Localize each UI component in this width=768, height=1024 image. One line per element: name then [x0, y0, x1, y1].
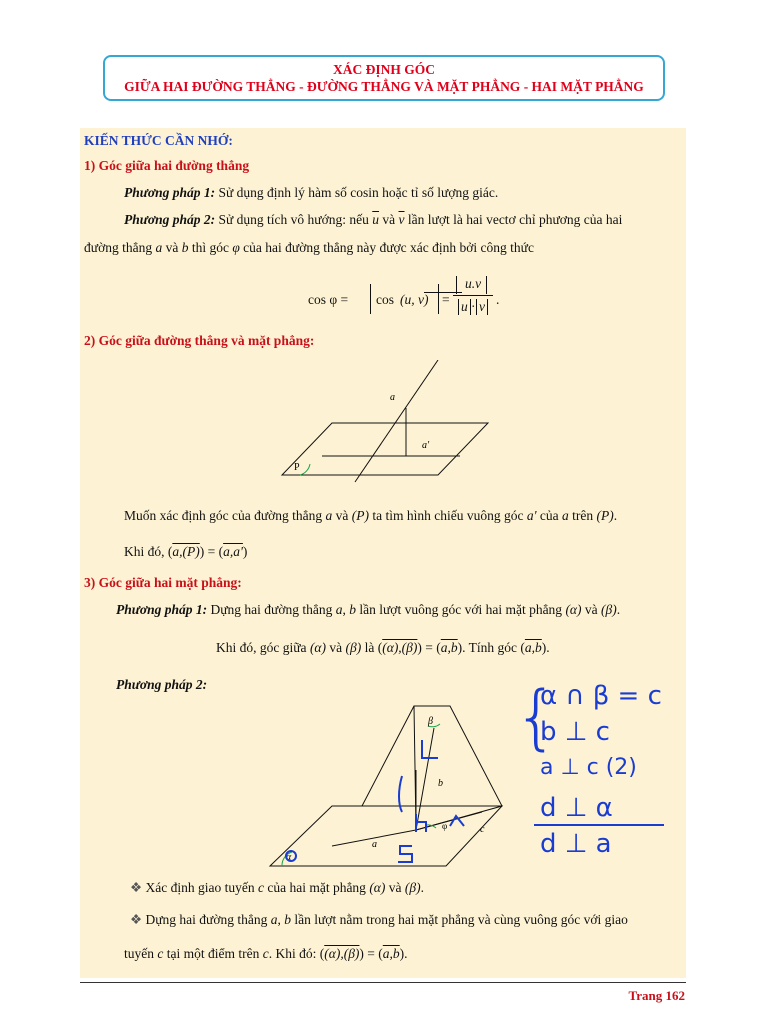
bullet-2-dot: .: [404, 946, 408, 961]
bullet-2-text-b: lần lượt nằm trong hai mặt phẳng và cùng vuông góc với giao: [291, 912, 628, 927]
bullet-1: [130, 880, 424, 896]
s2-text-e: trên: [568, 508, 597, 523]
section-heading: KIẾN THỨC CẦN NHỚ:: [84, 133, 233, 148]
s2-text-c: ta tìm hình chiếu vuông góc: [369, 508, 527, 523]
bullet-1-dot: .: [420, 880, 424, 895]
fig-label-alpha: α: [286, 852, 292, 863]
s3-and: và: [581, 602, 602, 617]
s3-alpha: (α): [565, 602, 582, 617]
formula-uv: (u, v): [400, 292, 429, 307]
vector-v: $\overline{v}$: [398, 212, 405, 227]
s3-eq: =: [421, 640, 437, 655]
line-b: [416, 728, 434, 830]
fig-label-b: b: [438, 778, 443, 789]
bullet-2-c: c: [157, 946, 164, 961]
title-line-2: GIỮA HAI ĐƯỜNG THẲNG - ĐƯỜNG THẲNG VÀ MẶT PHẲNG - HAI MẶT PHẲNG: [124, 79, 644, 94]
s3-method-2-label: Phương pháp 2:: [116, 677, 208, 692]
plane-P: [282, 423, 488, 475]
s2-text-d: của: [536, 508, 563, 523]
s2-eq-rhs: a,a': [223, 544, 243, 559]
label-a: a: [390, 392, 395, 403]
method-1-line: [124, 185, 498, 201]
var-phi: φ: [232, 240, 240, 255]
s3-then-c: . Tính góc: [462, 640, 521, 655]
fig-label-c: c: [480, 824, 485, 835]
s3-beta: (β): [601, 602, 617, 617]
s2-var-a-prime: a': [526, 508, 537, 523]
method-2-line: [124, 212, 622, 228]
section-2-then: Khi đó, (a,(P)) = (a,a'): [124, 544, 248, 559]
line2-b: và: [162, 240, 182, 255]
s2-then: Khi đó,: [124, 544, 168, 559]
hand-d-mark: [399, 776, 402, 812]
section-1-title: 1) Góc giữa hai đường thẳng: [84, 158, 250, 173]
line2-c: thì góc: [188, 240, 233, 255]
bullet-1-text-a: Xác định giao tuyến: [145, 880, 258, 895]
line2-d: của hai đường thẳng này được xác định bởi công thức: [239, 240, 534, 255]
section-2-text: [124, 508, 617, 524]
s3-method-1-label: Phương pháp 1:: [116, 602, 208, 617]
s3-end-dot: .: [546, 640, 550, 655]
fig-label-a: a: [372, 839, 377, 850]
s3-angle-planes: (α),(β): [382, 640, 418, 655]
bullet-2: [130, 912, 628, 928]
method-2-label: Phương pháp 2:: [124, 212, 216, 227]
numerator-text: u.v: [464, 276, 482, 291]
s3-comma: ,: [342, 602, 350, 617]
section-3-title: 3) Góc giữa hai mặt phẳng:: [84, 575, 242, 590]
bullet-2-eq: =: [363, 946, 379, 961]
method-2-line-2: [84, 240, 534, 256]
formula-lhs: cos φ =: [308, 292, 349, 307]
bullet-2-angle-planes: (α),(β): [324, 946, 360, 961]
s2-text-f: .: [613, 508, 618, 523]
bullet-2-c-2: c: [262, 946, 269, 961]
s2-var-P: (P): [351, 508, 370, 523]
s2-var-a-2: a: [562, 508, 569, 523]
s3-dot: .: [616, 602, 621, 617]
hand-s-mark: [398, 846, 412, 862]
fig-label-beta: β: [428, 716, 433, 727]
s3-then-beta: (β): [345, 640, 362, 655]
method-1-label: Phương pháp 1:: [124, 185, 216, 200]
s3-then-a: Khi đó, góc giữa: [216, 640, 310, 655]
bullet-2-text-e: . Khi đó:: [268, 946, 320, 961]
bullet-2-icon: ❖: [130, 912, 146, 927]
bullet-1-beta: (β): [404, 880, 421, 895]
fraction-bar: [453, 295, 493, 296]
vector-u: $\overline{u}$: [372, 212, 380, 227]
hand-brace: {: [514, 676, 559, 758]
bullet-1-icon: ❖: [130, 880, 146, 895]
label-a-prime: a': [422, 440, 430, 451]
formula-cos: cos: [376, 292, 394, 307]
method-2-text-a: Sử dụng tích vô hướng: nếu: [215, 212, 373, 227]
s3-angle-ab-2: a,b: [524, 640, 542, 655]
bullet-1-text-b: của hai mặt phẳng: [263, 880, 370, 895]
hand-line-4: d ⊥ α: [540, 793, 613, 823]
hand-line-2: b ⊥ c: [540, 717, 610, 747]
s2-text-a: Muốn xác định góc của đường thẳng: [124, 508, 326, 523]
s2-eq-lhs: a,(P): [172, 544, 200, 559]
formula-eq: =: [442, 292, 450, 307]
s3-angle-ab: a,b: [440, 640, 458, 655]
two-planes-figure: [262, 700, 512, 872]
s3-method-1-then: Khi đó, góc giữa (α) và (β) là ((α),(β)) = (a,b). Tính góc (a,b).: [216, 640, 550, 655]
footer-divider: [80, 982, 686, 983]
hand-line-5: d ⊥ a: [540, 829, 612, 859]
bullet-2-text-a: Dựng hai đường thẳng: [145, 912, 271, 927]
bullet-2-text-c: tuyến: [124, 946, 158, 961]
num-bar-r: [486, 276, 488, 294]
bullet-2-text-d: tại một điểm trên: [163, 946, 263, 961]
hand-line-1: α ∩ β = c: [540, 681, 662, 711]
bullet-2-cont: tuyến c tại một điểm trên c. Khi đó: ((α),(β)) = (a,b).: [124, 946, 408, 961]
formula-den-u: u: [458, 299, 471, 315]
handwritten-notes: [514, 678, 684, 868]
bullet-2-b: b: [284, 912, 291, 927]
bullet-2-angle-ab: a,b: [382, 946, 400, 961]
bullet-1-and: và: [385, 880, 405, 895]
s3-m1-text-b: lần lượt vuông góc với hai mặt phẳng: [356, 602, 566, 617]
line2-a: đường thẳng: [84, 240, 156, 255]
abs-bar-left: [370, 284, 373, 314]
s2-var-P-2: (P): [596, 508, 614, 523]
formula-den-v: v: [476, 299, 488, 315]
s3-var-b: b: [349, 602, 356, 617]
s3-then-alpha: (α): [309, 640, 327, 655]
s3-then-b: là: [361, 640, 378, 655]
s3-then-and: và: [326, 640, 346, 655]
angle-arc-P: [300, 464, 310, 475]
hand-line-3: a ⊥ c (2): [540, 755, 637, 780]
bullet-1-c: c: [257, 880, 264, 895]
s3-m1-text-a: Dựng hai đường thẳng: [207, 602, 336, 617]
var-a: a: [155, 240, 163, 255]
section-2-title: 2) Góc giữa đường thẳng và mặt phẳng:: [84, 333, 315, 348]
s2-var-a: a: [325, 508, 333, 523]
bullet-2-a: a: [270, 912, 278, 927]
num-bar-l: [456, 276, 458, 294]
s2-eq-mid: =: [204, 544, 219, 559]
bullet-1-alpha: (α): [369, 880, 386, 895]
page-number: Trang 162: [628, 988, 685, 1003]
line-a: [355, 360, 438, 482]
plane-beta-edge: [362, 706, 414, 806]
var-b: b: [181, 240, 189, 255]
formula-uv-text: u, v: [404, 292, 424, 307]
label-P: P: [294, 462, 300, 473]
title-line-1: XÁC ĐỊNH GÓC: [332, 62, 435, 77]
s3-method-1-line: [116, 602, 620, 618]
title-box: [103, 55, 665, 101]
fig-label-phi: φ: [442, 821, 448, 831]
s3-var-a: a: [335, 602, 343, 617]
and-text: và: [379, 212, 399, 227]
line-plane-figure: [270, 360, 510, 485]
s2-text-b: và: [332, 508, 352, 523]
formula-end: .: [496, 292, 500, 307]
method-1-text: Sử dụng định lý hàm số cosin hoặc tỉ số lượng giác.: [215, 185, 499, 200]
method-2-text-b: lần lượt là hai vectơ chỉ phương của hai: [404, 212, 623, 227]
bullet-2-comma: ,: [277, 912, 285, 927]
